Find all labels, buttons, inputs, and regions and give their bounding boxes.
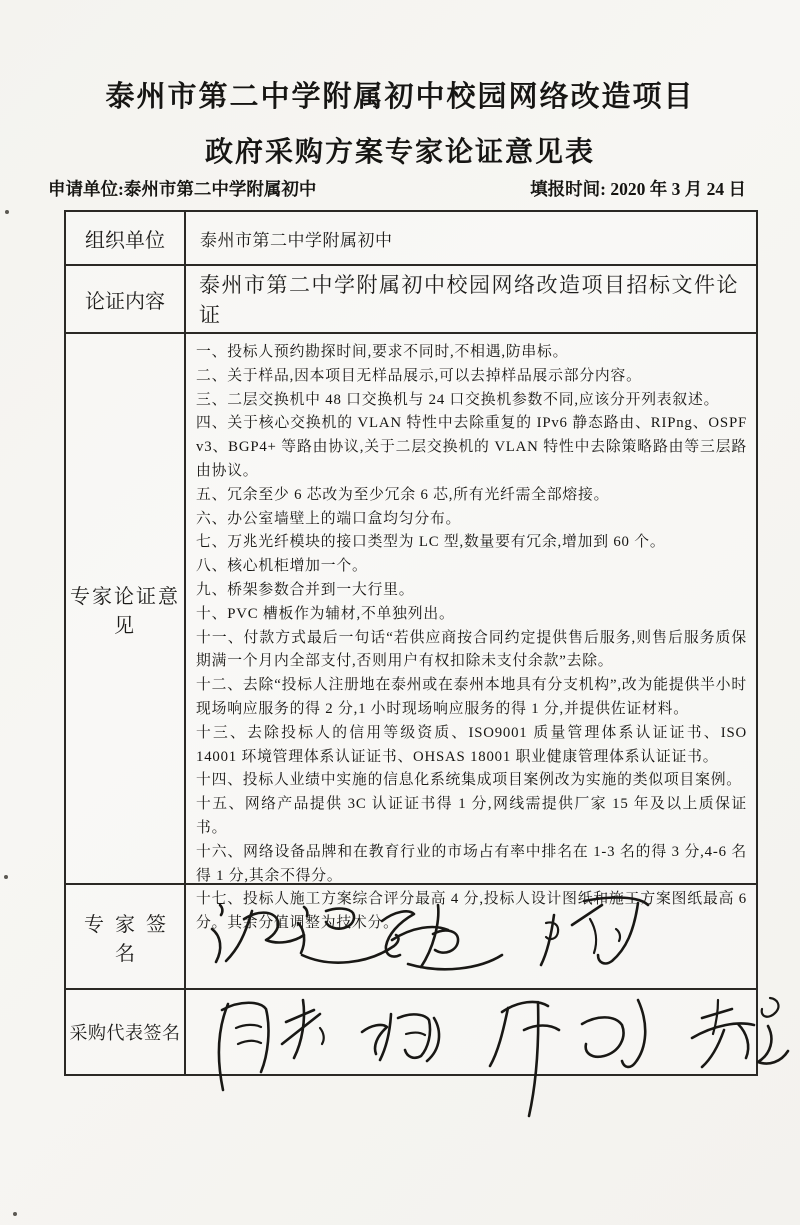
table-row-review-content (66, 264, 756, 332)
table-row-expert-signatures (66, 883, 756, 988)
rep-signatures-handwriting (186, 990, 760, 1076)
expert-opinions-label: 专家论证意见 (66, 334, 186, 883)
opinion-item-9: 九、桥架参数合并到一大行里。 (196, 581, 415, 598)
document-title-line1: 泰州市第二中学附属初中校园网络改造项目 (105, 81, 695, 113)
opinion-form-table (64, 210, 758, 1076)
opinion-item-14: 十四、投标人业绩中实施的信息化系统集成项目案例改为实施的类似项目案例。 (196, 772, 742, 789)
expert-signature-area (186, 885, 756, 988)
meta-row (48, 176, 746, 201)
opinion-item-10: 十、PVC 槽板作为辅材,不单独列出。 (196, 605, 455, 622)
table-row-expert-opinions (66, 332, 756, 932)
opinion-item-8: 八、核心机柜增加一个。 (196, 558, 368, 575)
opinion-item-1: 一、投标人预约勘探时间,要求不同时,不相遇,防串标。 (196, 344, 569, 360)
signature-expert-1 (212, 905, 398, 963)
opinion-item-17: 十七、投标人施工方案综合评分最高 4 分,投标人设计图纸和施工方案图纸最高 6 分。其余分值调整为技术分。 (196, 891, 747, 932)
opinion-item-6: 六、办公室墙壁上的端口盒均匀分布。 (196, 510, 462, 527)
signature-rep-1 (219, 1000, 324, 1090)
opinion-item-11: 十一、付款方式最后一句话“若供应商按合同约定提供售后服务,则售后服务质保期满一个月内全部支付,否则用户有权扣除未支付余款”去除。 (196, 629, 747, 670)
opinion-item-13: 十三、去除投标人的信用等级资质、ISO9001 质量管理体系认证证书、ISO 14001 环境管理体系认证证书、OHSAS 18001 职业健康管理体系认证证书。 (196, 724, 747, 765)
organizer-value: 泰州市第二中学附属初中 (200, 230, 393, 250)
review-content-label: 论证内容 (66, 266, 186, 332)
opinion-item-2: 二、关于样品,因本项目无样品展示,可以去掉样品展示部分内容。 (196, 367, 642, 384)
opinion-item-7: 七、万兆光纤模块的接口类型为 LC 型,数量要有冗余,增加到 60 个。 (196, 534, 666, 551)
signature-rep-4 (692, 998, 788, 1067)
expert-opinions-list (186, 334, 756, 932)
table-row-rep-signatures (66, 988, 756, 1074)
rep-signature-area (186, 990, 756, 1074)
table-row-organizer (66, 212, 756, 264)
scan-speck (13, 1212, 17, 1216)
opinion-item-15: 十五、网络产品提供 3C 认证证书得 1 分,网线需提供厂家 15 年及以上质保证书。 (196, 796, 747, 836)
opinion-item-5: 五、冗余至少 6 芯改为至少冗余 6 芯,所有光纤需全部熔接。 (196, 486, 610, 503)
expert-signatures-handwriting (186, 885, 760, 990)
organizer-label: 组织单位 (66, 212, 186, 264)
opinion-item-3: 三、二层交换机中 48 口交换机与 24 口交换机参数不同,应该分开列表叙述。 (196, 391, 720, 408)
scan-speck (5, 210, 9, 214)
signature-rep-3 (490, 1000, 645, 1116)
fill-date-value: 2020 年 3 月 24 日 (610, 179, 746, 199)
review-content-value: 泰州市第二中学附属初中校园网络改造项目招标文件论证 (199, 273, 739, 327)
opinion-item-16: 十六、网络设备品牌和在教育行业的市场占有率中排名在 1-3 名的得 3 分,4-6 名得 1 分,其余不得分。 (196, 843, 747, 884)
opinion-item-12: 十二、去除“投标人注册地在泰州或在泰州本地具有分支机构”,改为能提供半小时现场响应服务的得 2 分,1 小时现场响应服务的得 1 分,并提供佐证材料。 (196, 677, 747, 717)
scan-speck (4, 875, 8, 879)
signature-rep-2 (362, 1014, 439, 1061)
opinion-item-4: 四、关于核心交换机的 VLAN 特性中去除重复的 IPv6 静态路由、RIPng、OSPF v3、BGP4+ 等路由协议,关于二层交换机的 VLAN 特性中去除策略路由等三层路由协议。 (196, 415, 747, 479)
expert-signature-label: 专家签名 (66, 885, 186, 988)
fill-date-label: 填报时间: (530, 179, 606, 199)
signature-expert-2 (382, 905, 502, 969)
fill-date-field (530, 176, 746, 201)
applicant-value: 泰州市第二中学附属初中 (123, 179, 317, 199)
signature-expert-3 (541, 898, 648, 965)
document-title-line2: 政府采购方案专家论证意见表 (204, 136, 595, 167)
rep-signature-label: 采购代表签名 (66, 990, 186, 1074)
applicant-field (48, 176, 316, 201)
applicant-label: 申请单位: (48, 179, 124, 199)
